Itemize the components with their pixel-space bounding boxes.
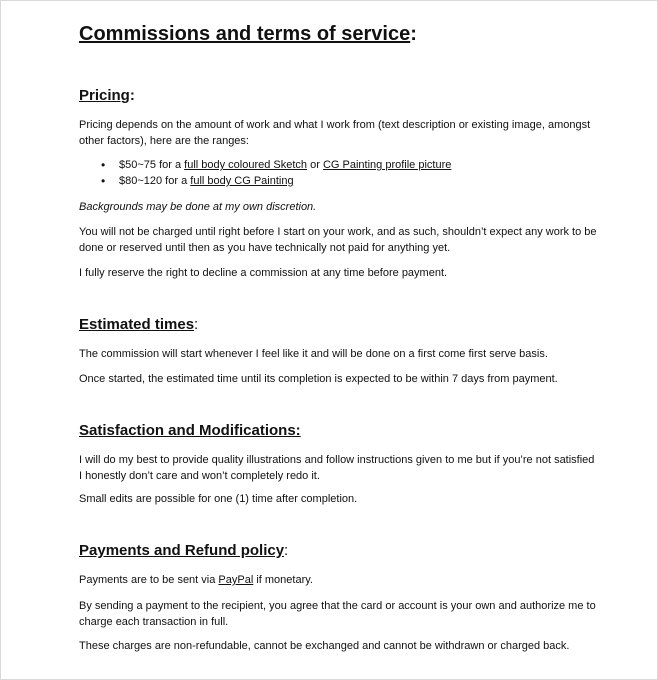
satisfaction-heading — [79, 422, 301, 439]
payments-heading — [79, 542, 288, 559]
bullet-prefix: $50~75 for a — [119, 159, 185, 171]
pricing-list — [79, 157, 451, 189]
bullet-prefix: $80~120 for a — [119, 175, 191, 187]
estimated-times-heading — [79, 316, 198, 333]
payments-method-prefix: Payments are to be sent via — [79, 574, 219, 586]
full-body-sketch-link[interactable]: full body coloured Sketch — [184, 159, 308, 171]
pricing-heading — [79, 87, 135, 104]
satisfaction-paragraph-quality: I will do my best to provide quality illustrations and follow instructions given to me but if you’re not satisfied I honestly don’t care and won’t completely redo it. — [79, 454, 595, 482]
page-title — [79, 23, 417, 46]
payments-paragraph-method — [79, 572, 599, 588]
pricing-heading-text: Pricing — [79, 87, 130, 104]
estimated-times-heading-colon: : — [194, 316, 199, 333]
pricing-list-item — [79, 157, 451, 173]
pricing-paragraph-charge: You will not be charged until right before I start on your work, and as such, shouldn’t expect any work to be done or reserved until then as you have technically not paid for anything yet. — [79, 226, 597, 254]
estimated-paragraph-completion: Once started, the estimated time until its completion is expected to be within 7 days from payment. — [79, 373, 558, 385]
page-title-colon: : — [410, 23, 417, 45]
pricing-heading-colon: : — [129, 87, 135, 104]
payments-method-suffix: if monetary. — [253, 574, 313, 586]
bullet-middle: or — [307, 159, 323, 171]
paypal-link[interactable]: PayPal — [218, 574, 254, 586]
satisfaction-heading-text: Satisfaction and Modifications: — [79, 422, 301, 439]
payments-paragraph-authorize: By sending a payment to the recipient, you agree that the card or account is your own and authorize me to charge each transaction in full. — [79, 600, 596, 628]
page-title-text: Commissions and terms of service — [79, 23, 411, 45]
pricing-background-note: Backgrounds may be done at my own discretion. — [79, 201, 317, 213]
pricing-intro: Pricing depends on the amount of work and what I work from (text description or existing image, amongst other factors), here are the ranges: — [79, 119, 591, 147]
satisfaction-paragraph-edits: Small edits are possible for one (1) time after completion. — [79, 493, 358, 505]
pricing-list-item — [79, 173, 451, 189]
payments-paragraph-nonrefundable: These charges are non-refundable, cannot be exchanged and cannot be withdrawn or charged back. — [79, 640, 570, 652]
full-body-cg-painting-link[interactable]: full body CG Painting — [190, 175, 294, 187]
estimated-times-heading-text: Estimated times — [79, 316, 195, 333]
cg-profile-picture-link[interactable]: CG Painting profile picture — [322, 159, 452, 171]
payments-heading-colon: : — [284, 542, 289, 559]
estimated-paragraph-start: The commission will start whenever I feel like it and will be done on a first come first serve basis. — [79, 348, 548, 360]
pricing-paragraph-decline: I fully reserve the right to decline a commission at any time before payment. — [79, 267, 448, 279]
payments-heading-text: Payments and Refund policy — [79, 542, 285, 559]
